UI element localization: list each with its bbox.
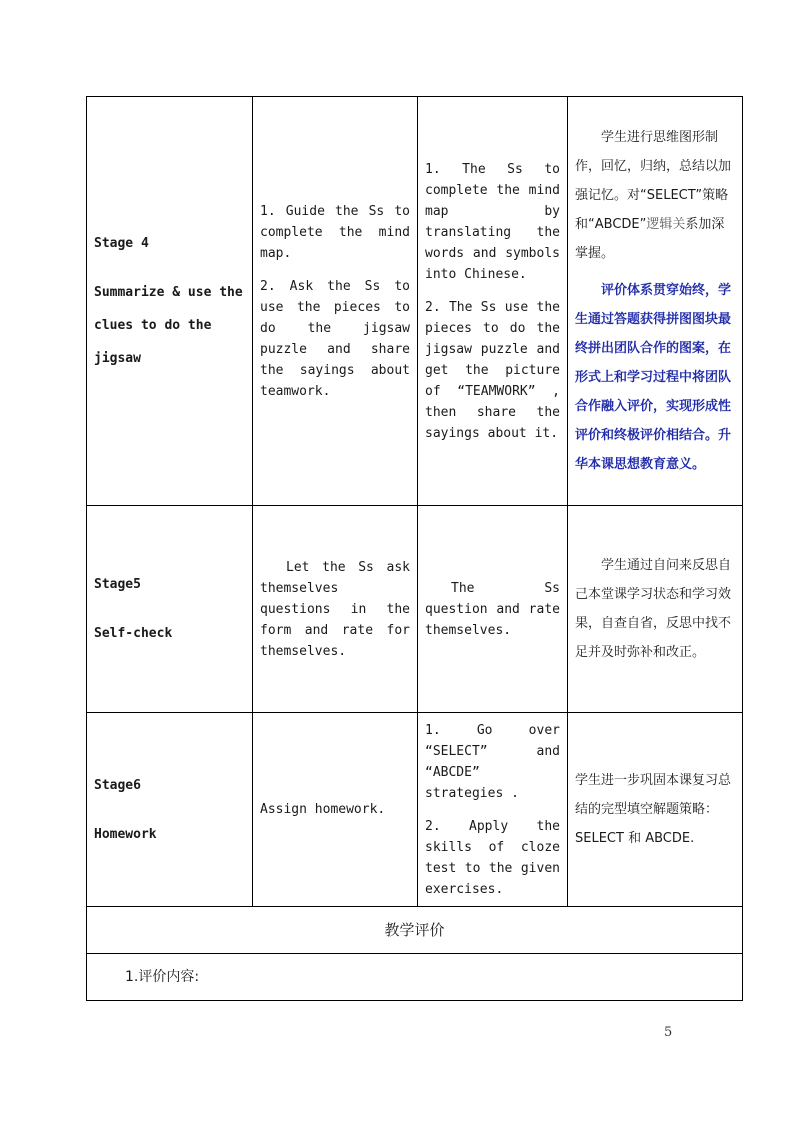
stage-subtitle: Self-check bbox=[94, 626, 173, 641]
design-intent-text: 学生通过自问来反思自己本堂课学习状态和学习效果，自查自省，反思中找不足并及时弥补和改正。 bbox=[575, 558, 732, 660]
stage-title: Stage5 bbox=[94, 577, 141, 592]
stage-subtitle: Homework bbox=[94, 826, 157, 842]
page-number: 5 bbox=[664, 1025, 673, 1040]
stage-cell bbox=[87, 506, 253, 713]
design-intent-text: 逻辑关 bbox=[646, 217, 686, 232]
stage-cell bbox=[87, 97, 253, 506]
student-activity: 2. The Ss use the pieces to do the jigsaw puzzle and get the picture of “TEAMWORK” , then share the sayings about it. bbox=[425, 299, 560, 441]
teacher-activity: Assign homework. bbox=[260, 802, 386, 817]
student-activity-cell bbox=[418, 97, 568, 506]
table-row-stage4 bbox=[87, 97, 743, 506]
teacher-activity-cell bbox=[253, 97, 418, 506]
stage-cell bbox=[87, 713, 253, 907]
teacher-activity: Let the Ss ask themselves questions in the form and rate for themselves. bbox=[260, 559, 410, 659]
teacher-activity: 1. Guide the Ss to complete the mind map. bbox=[260, 203, 410, 261]
student-activity-cell bbox=[418, 713, 568, 907]
table-row-stage6 bbox=[87, 713, 743, 907]
student-activity: 1. Go over “SELECT” and “ABCDE” strategies . bbox=[425, 722, 560, 801]
table-row-stage5 bbox=[87, 506, 743, 713]
evaluation-note: 评价体系贯穿始终，学生通过答题获得拼图图块最终拼出团队合作的图案，在形式上和学习过程中将团队合作融入评价，实现形成性评价和终极评价相结合。升华本课思想教育意义。 bbox=[575, 283, 732, 472]
teacher-activity-cell bbox=[253, 506, 418, 713]
design-intent-cell bbox=[568, 97, 743, 506]
design-intent-cell bbox=[568, 713, 743, 907]
stage-subtitle: Summarize & use the clues to do the jigsaw bbox=[94, 285, 243, 366]
stage-title: Stage 4 bbox=[94, 236, 149, 251]
evaluation-header: 教学评价 bbox=[87, 907, 743, 954]
stage-title: Stage6 bbox=[94, 777, 141, 793]
design-intent-cell bbox=[568, 506, 743, 713]
teacher-activity: 2. Ask the Ss to use the pieces to do the jigsaw puzzle and share the sayings about teamwork. bbox=[260, 278, 410, 399]
student-activity: 2. Apply the skills of cloze test to the given exercises. bbox=[425, 818, 560, 897]
student-activity-cell bbox=[418, 506, 568, 713]
evaluation-content-row bbox=[87, 954, 743, 1001]
lesson-plan-table bbox=[86, 96, 743, 1001]
design-intent-text: 学生进行思维图形制作，回忆，归纳，总结以加强记忆。对“SELECT”策略和“ABCDE” bbox=[575, 130, 732, 232]
design-intent bbox=[575, 551, 735, 667]
design-intent-text: 系加深掌握。 bbox=[575, 217, 725, 261]
student-activity: The Ss question and rate themselves. bbox=[425, 580, 560, 638]
design-intent bbox=[575, 766, 735, 853]
design-intent bbox=[575, 123, 735, 479]
evaluation-header-row bbox=[87, 907, 743, 954]
teacher-activity-cell bbox=[253, 713, 418, 907]
design-intent-text: 学生进一步巩固本课复习总结的完型填空解题策略：SELECT 和 ABCDE. bbox=[575, 773, 732, 846]
evaluation-item: 1.评价内容: bbox=[87, 954, 743, 1001]
student-activity: 1. The Ss to complete the mind map by translating the words and symbols into Chinese. bbox=[425, 161, 560, 282]
